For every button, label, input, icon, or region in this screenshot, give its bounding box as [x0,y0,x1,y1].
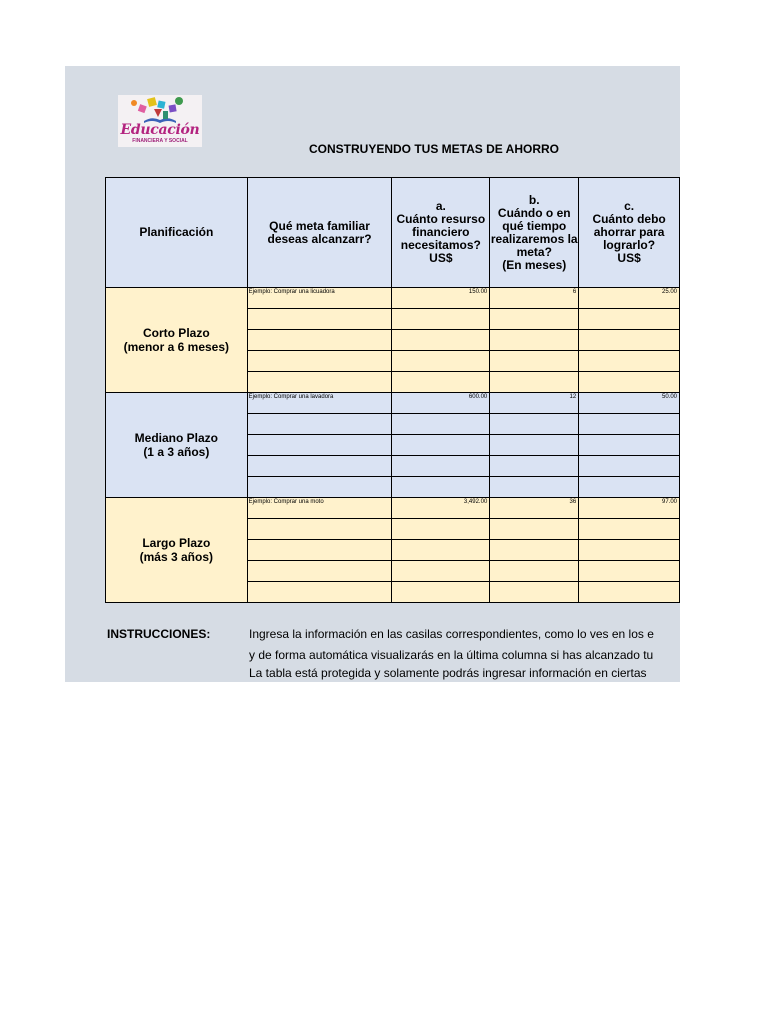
logo-graphic [118,95,202,125]
amount-cell[interactable] [392,435,490,456]
amount-cell[interactable]: 600.00 [392,393,490,414]
instructions-line-2: y de forma automática visualizarás en la última columna si has alcanzado tu [249,648,654,662]
amount-cell[interactable] [392,414,490,435]
goal-cell[interactable] [247,477,392,498]
saving-cell [579,561,680,582]
amount-cell[interactable] [392,456,490,477]
goal-cell[interactable] [247,456,392,477]
amount-cell[interactable] [392,309,490,330]
logo-subtext: FINANCIERA Y SOCIAL [132,138,188,144]
goal-cell[interactable] [247,540,392,561]
goal-cell[interactable] [247,561,392,582]
saving-cell: 50.00 [579,393,680,414]
header-row [106,178,680,288]
amount-cell[interactable] [392,582,490,603]
saving-cell [579,582,680,603]
amount-cell[interactable]: 150.00 [392,288,490,309]
amount-cell[interactable]: 3,492.00 [392,498,490,519]
category-label: Corto Plazo (menor a 6 meses) [123,326,230,354]
months-cell[interactable] [490,414,579,435]
months-cell[interactable] [490,456,579,477]
header-goal [247,178,392,288]
spreadsheet-area [65,66,680,682]
goal-cell[interactable] [247,309,392,330]
header-a-label: a. Cuánto resurso financiero necesitamos? US$ [396,199,486,265]
header-a [392,178,490,288]
category-long-term [106,498,248,603]
saving-cell [579,414,680,435]
table-row [106,393,680,414]
instructions-label: INSTRUCCIONES: [107,627,211,641]
saving-cell [579,309,680,330]
months-cell[interactable]: 36 [490,498,579,519]
months-cell[interactable] [490,540,579,561]
goal-cell[interactable] [247,414,392,435]
header-planning-label: Planificación [139,225,214,239]
goal-cell[interactable]: Ejemplo: Comprar una licuadora [247,288,392,309]
category-medium-term [106,393,248,498]
saving-cell [579,372,680,393]
goal-cell[interactable] [247,435,392,456]
saving-cell [579,540,680,561]
logo-text: Educación [120,122,200,138]
saving-cell [579,477,680,498]
header-c-label: c. Cuánto debo ahorrar para lograrlo? US$ [592,199,666,265]
amount-cell[interactable] [392,561,490,582]
amount-cell[interactable] [392,372,490,393]
saving-cell: 97.00 [579,498,680,519]
saving-cell [579,330,680,351]
months-cell[interactable] [490,435,579,456]
months-cell[interactable] [490,372,579,393]
category-label: Largo Plazo (más 3 años) [139,536,213,564]
instructions-line-1: Ingresa la información en las casilas correspondientes, como lo ves en los e [249,627,654,641]
education-logo [118,95,202,147]
goal-cell[interactable]: Ejemplo: Comprar una lavadora [247,393,392,414]
header-c [579,178,680,288]
months-cell[interactable]: 6 [490,288,579,309]
category-short-term [106,288,248,393]
instructions-line-3: La tabla está protegida y solamente podrás ingresar información en ciertas [249,666,647,680]
months-cell[interactable] [490,582,579,603]
saving-cell [579,351,680,372]
amount-cell[interactable] [392,540,490,561]
amount-cell[interactable] [392,477,490,498]
saving-cell [579,519,680,540]
goal-cell[interactable] [247,519,392,540]
goal-cell[interactable] [247,372,392,393]
saving-cell: 25.00 [579,288,680,309]
page-title: CONSTRUYENDO TUS METAS DE AHORRO [308,142,559,156]
months-cell[interactable] [490,561,579,582]
months-cell[interactable] [490,351,579,372]
header-planning [106,178,248,288]
months-cell[interactable] [490,330,579,351]
months-cell[interactable] [490,309,579,330]
category-label: Mediano Plazo (1 a 3 años) [134,431,218,459]
amount-cell[interactable] [392,519,490,540]
goal-cell[interactable] [247,582,392,603]
table-row [106,498,680,519]
months-cell[interactable] [490,477,579,498]
header-goal-label: Qué meta familiar deseas alcanzarr? [267,218,372,246]
months-cell[interactable] [490,519,579,540]
header-b-label: b. Cuándo o en qué tiempo realizaremos la meta? (En meses) [490,192,578,272]
saving-cell [579,435,680,456]
table-row [106,288,680,309]
amount-cell[interactable] [392,330,490,351]
months-cell[interactable]: 12 [490,393,579,414]
saving-cell [579,456,680,477]
goal-cell[interactable]: Ejemplo: Comprar una moto [247,498,392,519]
header-b [490,178,579,288]
savings-goals-table [105,177,680,603]
goal-cell[interactable] [247,330,392,351]
amount-cell[interactable] [392,351,490,372]
goal-cell[interactable] [247,351,392,372]
